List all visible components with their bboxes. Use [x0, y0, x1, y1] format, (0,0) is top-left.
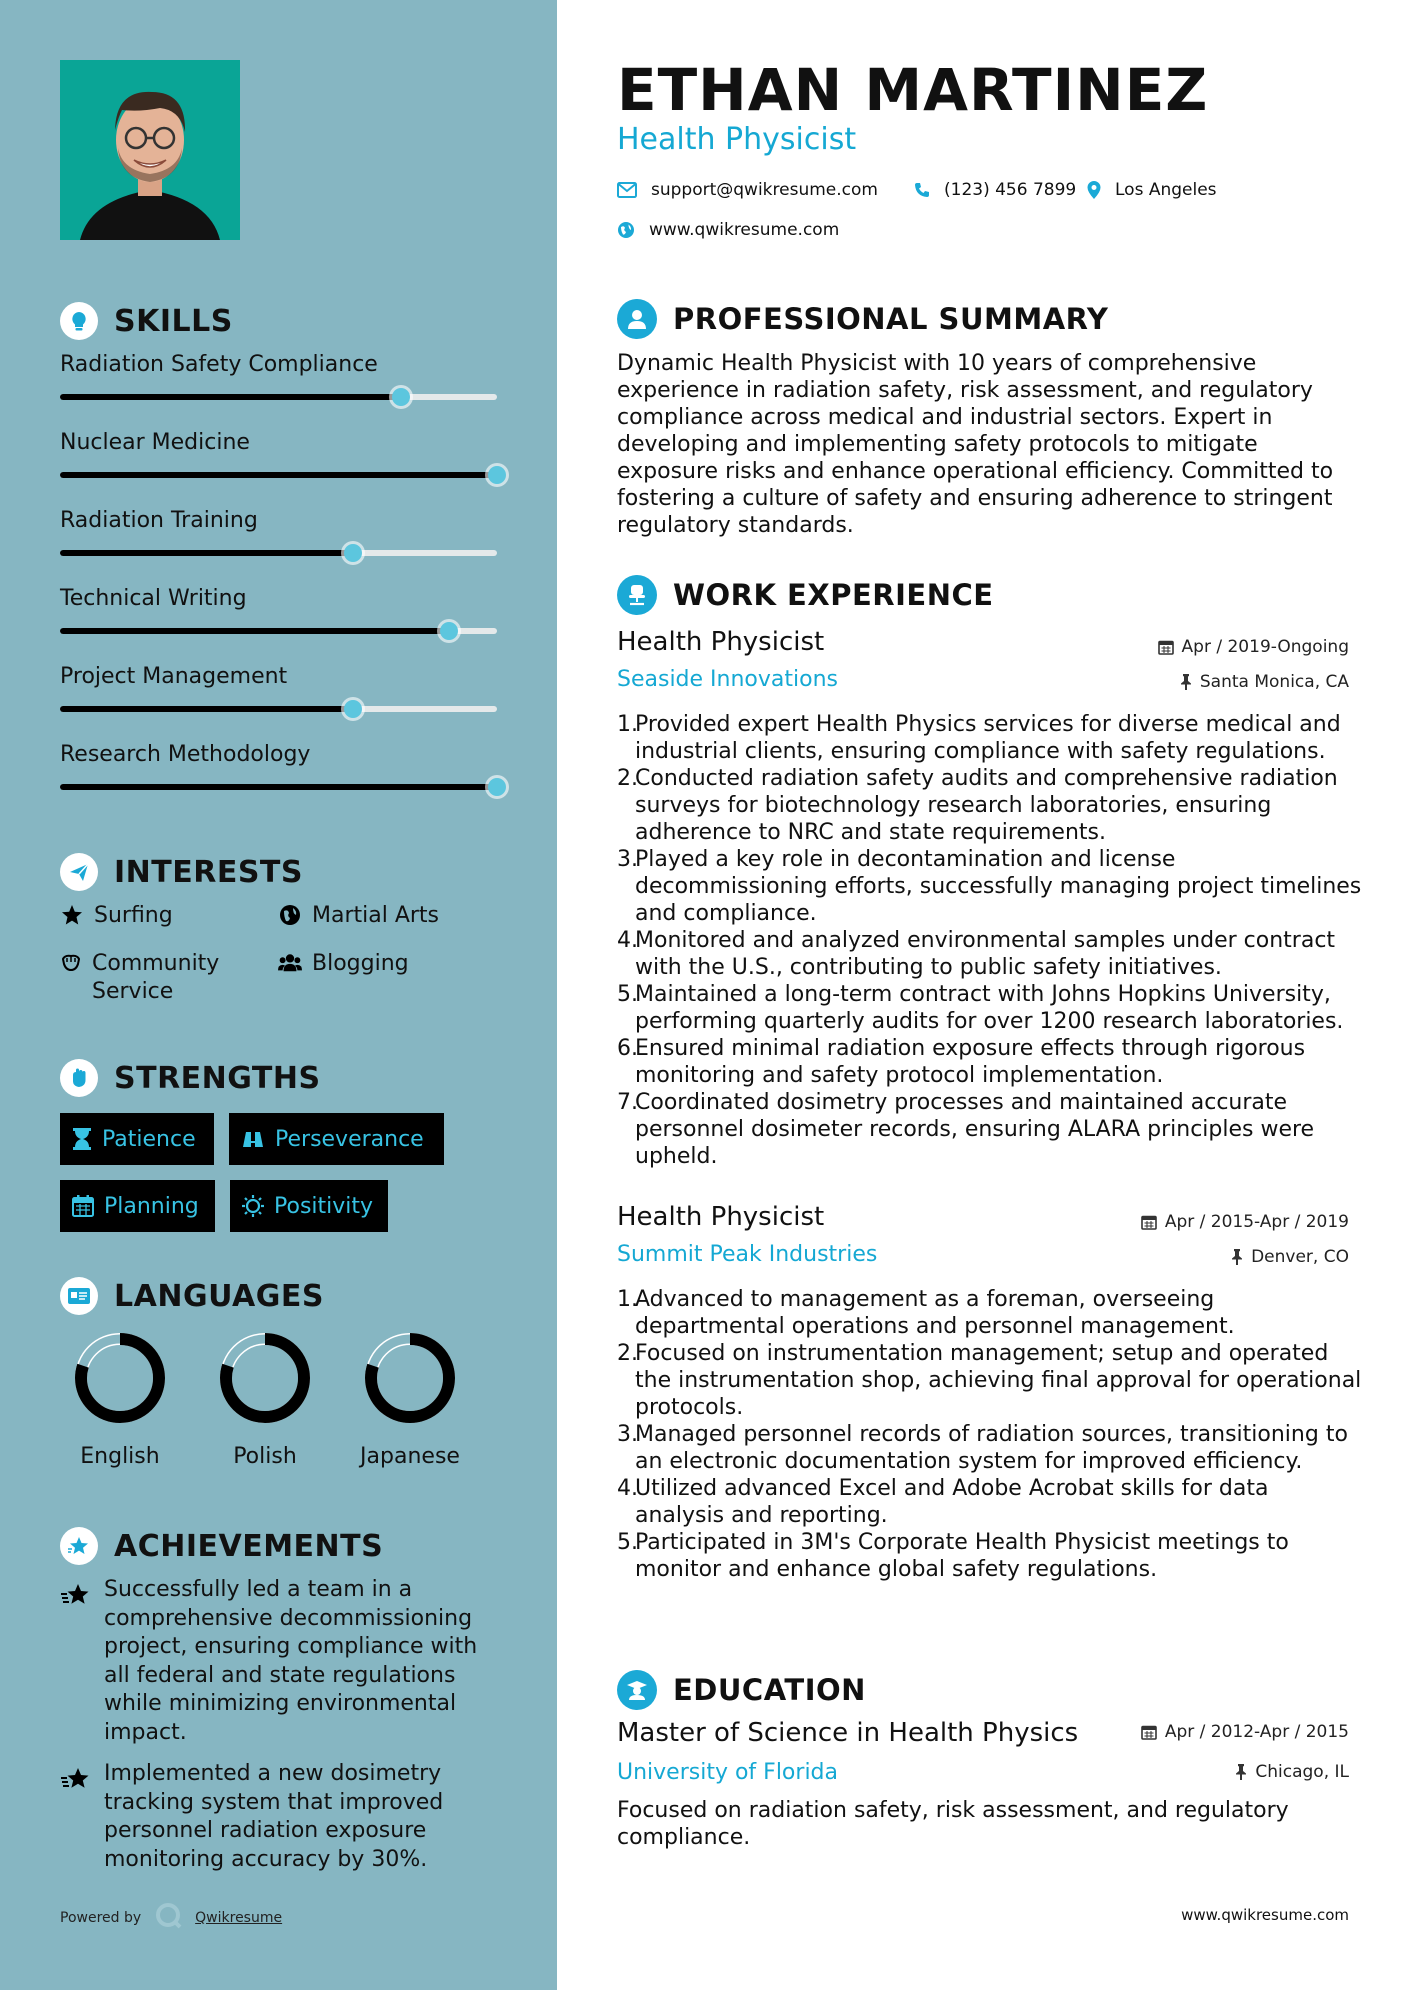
pushpin-icon [1180, 674, 1192, 690]
education-header [617, 1670, 866, 1710]
job-company: Summit Peak Industries [617, 1242, 878, 1267]
bullet-text: Maintained a long-term contract with Johns Hopkins University, performing quarterly audits for over 1200 research laboratories. [635, 982, 1344, 1034]
office-chair-icon [617, 575, 657, 615]
education-description: Focused on radiation safety, risk assessment, and regulatory compliance. [617, 1798, 1289, 1850]
strength-label: Planning [104, 1193, 199, 1219]
lightbulb-icon [60, 302, 98, 340]
education-location [1235, 1762, 1349, 1782]
language-name: Japanese [360, 1444, 460, 1469]
skill-item [60, 350, 500, 380]
users-icon [278, 950, 302, 974]
strength-tag [60, 1180, 215, 1232]
bullet-item [617, 1529, 1362, 1583]
hand-icon [60, 950, 82, 974]
bullet-text: Managed personnel records of radiation sources, transitioning to an electronic documentation system for improved efficiency. [635, 1422, 1348, 1474]
language-level-ring [217, 1330, 313, 1426]
bullet-text: Conducted radiation safety audits and comprehensive radiation surveys for biotechnology research laboratories, ensuring adherence to NRC and state requirements. [635, 766, 1338, 845]
calendar-icon [1141, 1724, 1157, 1740]
skill-level-fill [60, 394, 401, 400]
language-item [60, 1330, 180, 1469]
graduate-icon [617, 1670, 657, 1710]
language-item [350, 1330, 470, 1469]
skill-level-fill [60, 628, 449, 634]
job-dates-text: Apr / 2015-Apr / 2019 [1164, 1212, 1349, 1232]
sun-icon [242, 1195, 264, 1217]
bullet-text: Advanced to management as a foreman, overseeing departmental operations and personnel management. [635, 1287, 1235, 1339]
globe-icon [278, 902, 302, 926]
skill-level-bar [60, 472, 497, 478]
contact-location [1087, 180, 1217, 200]
hourglass-icon [72, 1128, 92, 1150]
achievement-star-icon [60, 1576, 92, 1612]
skill-item [60, 662, 500, 692]
bullet-number: 5. [617, 982, 638, 1007]
achievements-heading: ACHIEVEMENTS [114, 1528, 384, 1564]
bullet-number: 4. [617, 1476, 638, 1501]
bullet-text: Participated in 3M's Corporate Health Physicist meetings to monitor and enhance global safety regulations. [635, 1530, 1289, 1582]
job-dates-text: Apr / 2019-Ongoing [1181, 637, 1349, 657]
skill-level-knob [440, 622, 458, 640]
skill-level-fill [60, 472, 497, 478]
skill-name: Research Methodology [60, 742, 311, 767]
job-location [1180, 672, 1349, 692]
bullet-item [617, 711, 1362, 765]
skill-level-bar [60, 628, 497, 634]
job-location-text: Santa Monica, CA [1199, 672, 1349, 692]
skill-name: Radiation Safety Compliance [60, 352, 378, 377]
bullet-text: Provided expert Health Physics services for diverse medical and industrial clients, ensuring compliance with safety regulations. [635, 712, 1341, 764]
skill-item [60, 428, 500, 458]
candidate-name: ETHAN MARTINEZ [617, 56, 1209, 124]
paper-plane-icon [60, 853, 98, 891]
job-bullets [617, 1286, 1362, 1583]
skill-level-knob [488, 466, 506, 484]
strength-label: Positivity [274, 1193, 374, 1219]
achievements-header [60, 1526, 383, 1566]
strength-tag [229, 1113, 444, 1165]
achievement-item [60, 1576, 500, 1747]
bullet-item [617, 1035, 1362, 1089]
skills-heading: SKILLS [114, 303, 233, 339]
skill-level-fill [60, 550, 353, 556]
strength-tag [230, 1180, 388, 1232]
skill-level-fill [60, 784, 497, 790]
star-badge-icon [60, 1527, 98, 1565]
qwikresume-logo-icon [155, 1902, 183, 1934]
job-location-text: Denver, CO [1251, 1247, 1349, 1267]
bullet-item [617, 981, 1362, 1035]
interest-item [60, 902, 173, 930]
strengths-heading: STRENGTHS [114, 1060, 321, 1096]
calendar-icon [72, 1195, 94, 1217]
bullet-item [617, 765, 1362, 846]
skill-level-knob [488, 778, 506, 796]
languages-heading: LANGUAGES [114, 1278, 324, 1314]
powered-by-label: Powered by [60, 1910, 142, 1926]
bullet-item [617, 1340, 1362, 1421]
language-item [205, 1330, 325, 1469]
skill-level-bar [60, 394, 497, 400]
candidate-title: Health Physicist [617, 122, 857, 157]
email-text: support@qwikresume.com [651, 180, 878, 200]
location-text: Los Angeles [1115, 180, 1217, 200]
education-dates-text: Apr / 2012-Apr / 2015 [1164, 1722, 1349, 1742]
bullet-number: 2. [617, 766, 638, 791]
binoculars-icon [241, 1129, 265, 1149]
bullet-number: 1. [617, 712, 638, 737]
interest-item [278, 902, 439, 930]
language-level-ring [72, 1330, 168, 1426]
user-icon [617, 299, 657, 339]
experience-header [617, 575, 994, 615]
calendar-icon [1158, 639, 1174, 655]
achievement-star-icon [60, 1760, 92, 1796]
phone-text: (123) 456 7899 [944, 180, 1077, 200]
language-name: English [80, 1444, 160, 1469]
skill-name: Radiation Training [60, 508, 258, 533]
skill-level-bar [60, 784, 497, 790]
skill-name: Nuclear Medicine [60, 430, 250, 455]
bullet-number: 5. [617, 1530, 638, 1555]
bullet-text: Played a key role in decontamination and license decommissioning efforts, successfully managing project timelines and compliance. [635, 847, 1362, 926]
interest-label: Community Service [92, 951, 220, 1004]
sidebar [0, 0, 557, 1990]
interest-label: Blogging [312, 951, 409, 976]
skills-header [60, 301, 233, 341]
phone-icon [914, 182, 930, 198]
job-company: Seaside Innovations [617, 667, 838, 692]
star-icon [60, 902, 84, 926]
bullet-number: 4. [617, 928, 638, 953]
skill-level-knob [392, 388, 410, 406]
job-bullets [617, 711, 1362, 1170]
job-title: Health Physicist [617, 1202, 825, 1232]
interest-item [60, 950, 260, 1006]
skill-level-bar [60, 706, 497, 712]
job-dates [1141, 1212, 1349, 1232]
achievement-text: Successfully led a team in a comprehensive decommissioning project, ensuring compliance with all federal and state regulations while minimizing environmental impact. [104, 1577, 478, 1745]
interests-heading: INTERESTS [114, 854, 303, 890]
contact-email[interactable] [617, 180, 878, 200]
interests-header [60, 852, 303, 892]
bullet-item [617, 1286, 1362, 1340]
bullet-number: 6. [617, 1036, 638, 1061]
job-location [1231, 1247, 1349, 1267]
qwikresume-link[interactable]: Qwikresume [195, 1910, 283, 1926]
pushpin-icon [1231, 1249, 1243, 1265]
skill-level-knob [344, 700, 362, 718]
bullet-text: Coordinated dosimetry processes and maintained accurate personnel dosimeter records, ensuring ALARA principles were upheld. [635, 1090, 1315, 1169]
envelope-icon [617, 182, 637, 198]
bullet-item [617, 846, 1362, 927]
globe-icon [617, 221, 635, 239]
bullet-number: 3. [617, 847, 638, 872]
interest-label: Martial Arts [312, 903, 440, 928]
achievement-text: Implemented a new dosimetry tracking system that improved personnel radiation exposure monitoring accuracy by 30%. [104, 1761, 444, 1872]
skill-item [60, 584, 500, 614]
education-heading: EDUCATION [673, 1673, 866, 1707]
bullet-number: 1. [617, 1287, 638, 1312]
bullet-item [617, 1475, 1362, 1529]
language-name: Polish [233, 1444, 297, 1469]
skill-level-knob [344, 544, 362, 562]
calendar-icon [1141, 1214, 1157, 1230]
pushpin-icon [1235, 1764, 1247, 1780]
profile-photo [60, 60, 240, 240]
job-dates [1158, 637, 1349, 657]
language-card-icon [60, 1277, 98, 1315]
contact-phone[interactable] [914, 180, 1076, 200]
education-dates [1141, 1722, 1349, 1742]
bullet-item [617, 1421, 1362, 1475]
map-pin-icon [1087, 181, 1101, 199]
job-title: Health Physicist [617, 627, 825, 657]
powered-by [60, 1902, 282, 1934]
languages-header [60, 1276, 324, 1316]
main-content [557, 0, 1407, 1990]
skill-level-fill [60, 706, 353, 712]
summary-heading: PROFESSIONAL SUMMARY [673, 302, 1109, 336]
bullet-text: Ensured minimal radiation exposure effects through rigorous monitoring and safety protocol implementation. [635, 1036, 1306, 1088]
bullet-number: 7. [617, 1090, 638, 1115]
strength-tag [60, 1113, 214, 1165]
bullet-text: Monitored and analyzed environmental samples under contract with the U.S., contributing to public safety initiatives. [635, 928, 1336, 980]
achievement-item [60, 1760, 500, 1874]
bullet-text: Focused on instrumentation management; setup and operated the instrumentation shop, achieving final approval for operational protocols. [635, 1341, 1362, 1420]
contact-website[interactable] [617, 220, 839, 240]
bullet-item [617, 927, 1362, 981]
language-level-ring [362, 1330, 458, 1426]
strength-label: Perseverance [275, 1126, 424, 1152]
interest-item [278, 950, 409, 978]
interest-label: Surfing [94, 903, 173, 928]
footer-url[interactable]: www.qwikresume.com [1181, 1906, 1349, 1924]
strengths-header [60, 1058, 321, 1098]
skill-item [60, 506, 500, 536]
degree-title: Master of Science in Health Physics [617, 1718, 1079, 1748]
summary-header [617, 299, 1108, 339]
bullet-number: 2. [617, 1341, 638, 1366]
skill-name: Technical Writing [60, 586, 247, 611]
bullet-number: 3. [617, 1422, 638, 1447]
school-name: University of Florida [617, 1760, 838, 1785]
bullet-text: Utilized advanced Excel and Adobe Acrobat skills for data analysis and reporting. [635, 1476, 1269, 1528]
skill-level-bar [60, 550, 497, 556]
skill-name: Project Management [60, 664, 288, 689]
experience-heading: WORK EXPERIENCE [673, 578, 994, 612]
skill-item [60, 740, 500, 770]
summary-text: Dynamic Health Physicist with 10 years of comprehensive experience in radiation safety, risk assessment, and regulatory compliance across medical and industrial sectors. Expert in developing and implementing safety protocols to mitigate exposure risks and enhance operational efficiency. Committed to fostering a culture of safety and ensuring adherence to stringent regulatory standards. [617, 351, 1334, 538]
bullet-item [617, 1089, 1362, 1170]
fist-icon [60, 1059, 98, 1097]
website-text: www.qwikresume.com [649, 220, 840, 240]
strength-label: Patience [102, 1126, 196, 1152]
education-location-text: Chicago, IL [1255, 1762, 1349, 1782]
